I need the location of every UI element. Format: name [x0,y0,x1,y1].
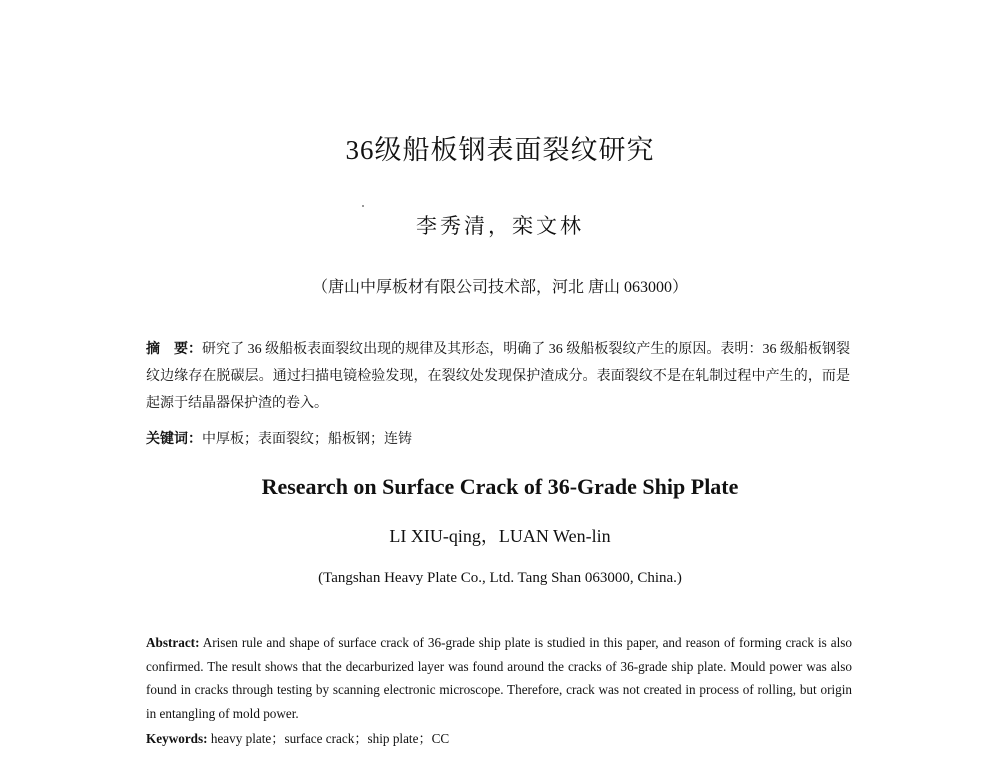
english-abstract-label: Abstract: [146,635,200,650]
chinese-affiliation: （唐山中厚板材有限公司技术部，河北 唐山 063000） [311,279,688,296]
english-keywords [146,729,852,749]
english-abstract-text: Arisen rule and shape of surface crack of 36-grade ship plate is studied in this paper, and reason of forming crack is also confirmed. The result shows that the decarburized layer was found around the cracks of 36-grade ship plate. Mould power was also found in cracks through testing by scanning electronic microscope. Therefore, crack was not created in process of rolling, but origin in entangling of mold power. [146,635,852,721]
chinese-keywords-label: 关键词： [146,432,202,447]
english-keywords-text: heavy plate；surface crack；ship plate；CC [207,731,450,746]
english-abstract [146,631,852,725]
english-title: Research on Surface Crack of 36-Grade Ship Plate [261,474,739,499]
chinese-title: 36级船板钢表面裂纹研究 [345,135,655,165]
scan-speck [362,205,364,207]
chinese-abstract [146,336,850,417]
chinese-keywords-text: 中厚板；表面裂纹；船板钢；连铸 [202,432,412,447]
english-affiliation: (Tangshan Heavy Plate Co., Ltd. Tang Shan 063000, China.) [318,570,682,586]
chinese-authors: 李秀清，栾文林 [416,214,584,238]
chinese-abstract-text: 研究了 36 级船板表面裂纹出现的规律及其形态，明确了 36 级船板裂纹产生的原因。表明：36 级船板钢裂纹边缘存在脱碳层。通过扫描电镜检验发现，在裂纹处发现保护渣成分。表面裂纹不是在轧制过程中产生的，而是起源于结晶器保护渣的卷入。 [146,342,851,411]
chinese-keywords [146,429,850,451]
english-keywords-label: Keywords: [146,731,208,746]
english-authors: LI XIU-qing，LUAN Wen-lin [389,526,611,546]
chinese-abstract-label: 摘 要： [146,342,203,357]
